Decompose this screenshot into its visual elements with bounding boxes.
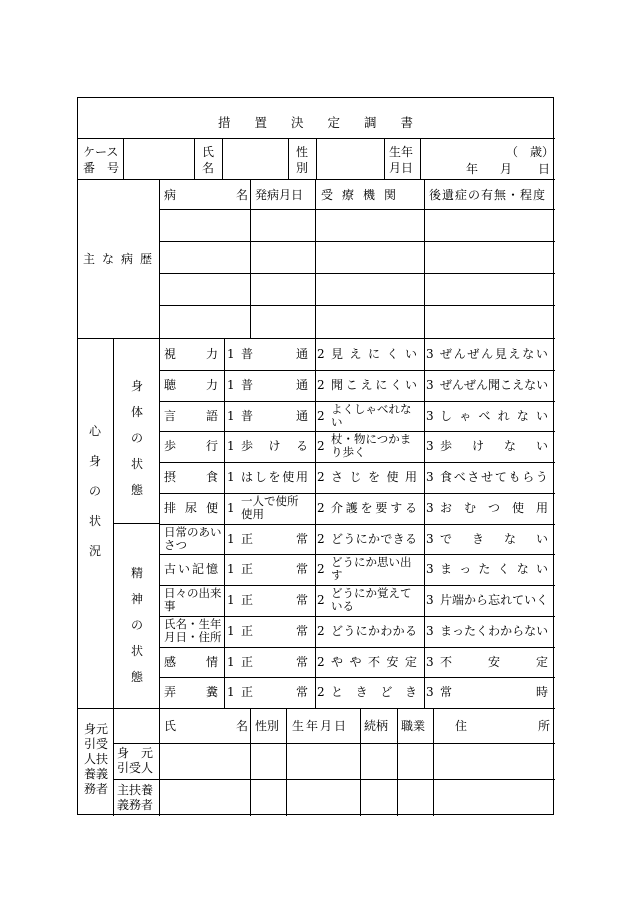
option-number: 3 — [426, 378, 434, 392]
option-o2: ど う に か で き る — [331, 532, 417, 546]
option-o2: 介 護 を 要 す る — [331, 501, 417, 515]
option-o1: 普 通 — [241, 347, 308, 361]
sex-label-2: 別 — [296, 161, 309, 175]
condition-item: 弄 糞 — [164, 685, 218, 699]
mental-label: 精神の状態 — [130, 566, 143, 684]
option-o3: 食 べ さ せ て も ら う — [440, 470, 548, 484]
option-o1: 正 常 — [241, 624, 308, 638]
option-o1: 正 常 — [241, 685, 308, 699]
option-o2: どうにか思い出す — [331, 555, 412, 582]
option-number: 1 — [227, 439, 235, 453]
option-o3: 不 安 定 — [440, 655, 548, 669]
option-number: 2 — [317, 532, 325, 546]
option-o2: ど う に か わ か る — [331, 624, 417, 638]
col-addr-1: 住 — [455, 719, 468, 733]
col-sex: 性別 — [255, 719, 280, 733]
option-o2: さ じ を 使 用 — [331, 470, 417, 484]
history-label: 主な病歴 — [83, 252, 160, 266]
option-number: 3 — [426, 409, 434, 423]
option-o2: 見 え に く い — [331, 347, 417, 361]
option-o1: は し を 使 用 — [241, 470, 308, 484]
option-o1: 普 通 — [241, 378, 308, 392]
col-birth: 生年月日 — [292, 719, 349, 733]
supporter-label-1: 主扶養 — [117, 783, 154, 797]
physical-label: 身体の状態 — [130, 379, 143, 497]
option-o1: 歩 け る — [241, 439, 308, 453]
guarantor-label-2: 引受人 — [117, 761, 154, 775]
option-o2: と き ど き — [331, 685, 417, 699]
option-o2: 杖・物につかまり歩く — [331, 432, 412, 459]
option-o3: 片 端 か ら 忘 れ て い く — [440, 593, 549, 607]
option-number: 2 — [317, 439, 325, 453]
col-disease-1: 病 — [164, 188, 177, 202]
option-number: 2 — [317, 501, 325, 515]
col-job: 職業 — [401, 719, 426, 733]
option-o3: ま っ た く わ か ら な い — [440, 624, 549, 638]
option-number: 2 — [317, 378, 325, 392]
day-label: 日 — [538, 162, 551, 176]
option-o3: し ゃ べ れ な い — [440, 409, 548, 423]
col-disease-2: 名 — [236, 188, 249, 202]
option-number: 3 — [426, 593, 434, 607]
option-number: 1 — [227, 409, 235, 423]
option-number: 2 — [317, 562, 325, 576]
option-o3: 常 時 — [440, 685, 548, 699]
option-o2: よくしゃべれない — [331, 402, 412, 429]
option-number: 2 — [317, 655, 325, 669]
option-number: 2 — [317, 624, 325, 638]
case-number-label-2: 番 号 — [83, 161, 120, 175]
option-number: 1 — [227, 532, 235, 546]
option-o1: 一人で使所使用 — [241, 494, 299, 521]
option-number: 1 — [227, 501, 235, 515]
condition-item: 感 情 — [164, 655, 218, 669]
condition-item: 日常のあいさつ — [164, 525, 222, 552]
sex-label-1: 性 — [296, 145, 309, 159]
name-label-1: 氏 — [202, 145, 215, 159]
col-onset: 発病月日 — [255, 188, 304, 202]
option-o1: 正 常 — [241, 593, 308, 607]
condition-label: 心身の状況 — [88, 424, 101, 558]
condition-item: 日々の出来事 — [164, 586, 222, 613]
condition-item: 摂 食 — [164, 470, 218, 484]
option-number: 1 — [227, 470, 235, 484]
case-number-label-1: ケース — [83, 145, 119, 159]
guardian-label: 身元引受人扶養義務者 — [83, 722, 108, 796]
option-number: 1 — [227, 378, 235, 392]
year-label: 年 — [466, 162, 479, 176]
condition-item: 排 尿 便 — [164, 501, 218, 515]
option-number: 1 — [227, 685, 235, 699]
option-number: 2 — [317, 593, 325, 607]
option-number: 3 — [426, 347, 434, 361]
birth-label-2: 月日 — [389, 161, 414, 175]
col-sequelae: 後遺症の有無・程度 — [429, 188, 547, 202]
option-number: 1 — [227, 593, 235, 607]
supporter-label-2: 義務者 — [117, 798, 154, 812]
option-number: 1 — [227, 562, 235, 576]
month-label: 月 — [500, 162, 513, 176]
name-label-2: 名 — [202, 161, 215, 175]
option-number: 3 — [426, 439, 434, 453]
age-unit: 歳） — [530, 145, 555, 159]
option-o3: ぜ ん ぜ ん 見 え な い — [440, 347, 548, 361]
option-number: 2 — [317, 470, 325, 484]
option-number: 1 — [227, 347, 235, 361]
option-o3: で き な い — [440, 532, 548, 546]
condition-item: 古 い 記 憶 — [164, 562, 218, 576]
option-o3: お む つ 使 用 — [440, 501, 548, 515]
option-number: 3 — [426, 624, 434, 638]
option-number: 2 — [317, 409, 325, 423]
option-number: 2 — [317, 347, 325, 361]
option-o1: 普 通 — [241, 409, 308, 423]
option-o3: 歩 け な い — [440, 439, 548, 453]
divider — [78, 179, 555, 180]
option-o1: 正 常 — [241, 655, 308, 669]
birth-label-1: 生年 — [389, 145, 414, 159]
option-number: 3 — [426, 532, 434, 546]
col-name-2: 名 — [236, 719, 249, 733]
option-o2: どうにか覚えている — [331, 586, 412, 613]
option-number: 3 — [426, 655, 434, 669]
option-number: 1 — [227, 655, 235, 669]
option-number: 3 — [426, 470, 434, 484]
condition-item: 視 力 — [164, 347, 218, 361]
col-name-1: 氏 — [164, 719, 177, 733]
col-hospital: 受療機関 — [321, 188, 406, 202]
option-o1: 正 常 — [241, 532, 308, 546]
option-number: 1 — [227, 624, 235, 638]
option-o2: 聞 こ え に く い — [331, 378, 417, 392]
option-o1: 正 常 — [241, 562, 308, 576]
form-title: 措置決定調書 — [217, 115, 437, 130]
condition-item: 聴 力 — [164, 378, 218, 392]
option-number: 3 — [426, 685, 434, 699]
decision-form — [77, 97, 554, 815]
guarantor-label-1: 身 元 — [117, 746, 154, 760]
col-addr-2: 所 — [538, 719, 551, 733]
option-number: 3 — [426, 562, 434, 576]
option-o3: ま っ た く な い — [440, 562, 548, 576]
option-number: 3 — [426, 501, 434, 515]
age-open: （ — [506, 145, 519, 159]
col-relation: 続柄 — [364, 719, 389, 733]
option-o2: や や 不 安 定 — [331, 655, 417, 669]
condition-item: 言 語 — [164, 409, 218, 423]
condition-item: 歩 行 — [164, 439, 218, 453]
option-number: 2 — [317, 685, 325, 699]
condition-item: 氏名・生年月日・住所 — [164, 617, 222, 644]
option-o3: ぜ ん ぜ ん 聞 こ え な い — [440, 378, 549, 392]
